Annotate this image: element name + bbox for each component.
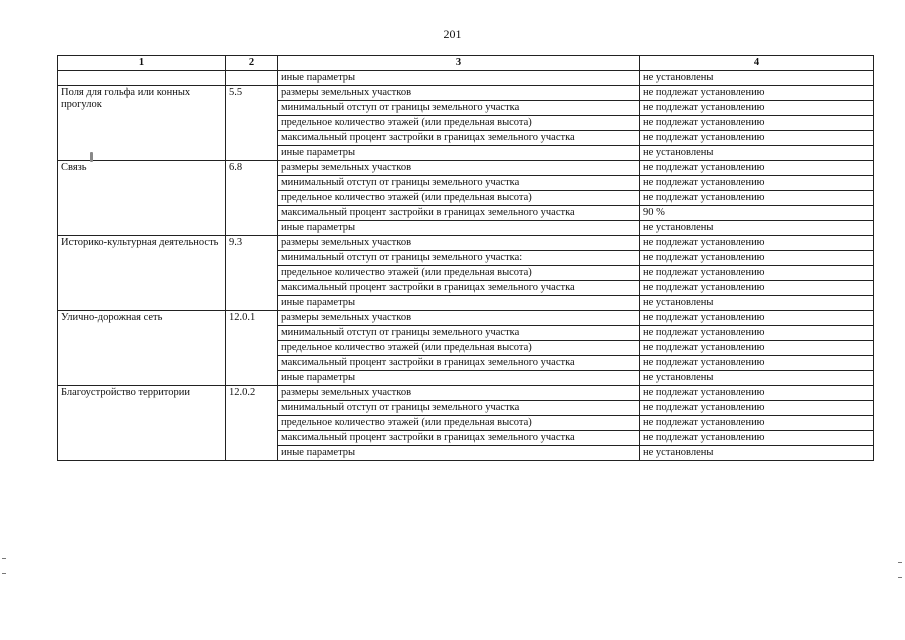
parameter-cell: иные параметры xyxy=(278,71,640,86)
column-header-1: 1 xyxy=(58,56,226,71)
parameter-value-cell: не подлежат установлению xyxy=(640,161,874,176)
table-header-row xyxy=(58,56,874,71)
land-use-type-cell xyxy=(58,71,226,86)
parameter-cell: размеры земельных участков xyxy=(278,86,640,101)
parameter-cell: иные параметры xyxy=(278,296,640,311)
parameter-value-cell: не подлежат установлению xyxy=(640,116,874,131)
parameter-value-cell: не подлежат установлению xyxy=(640,266,874,281)
parameter-cell: размеры земельных участков xyxy=(278,236,640,251)
parameter-value-cell: не подлежат установлению xyxy=(640,341,874,356)
parameter-value-cell: не подлежат установлению xyxy=(640,236,874,251)
parameter-value-cell: не подлежат установлению xyxy=(640,101,874,116)
parameter-cell: предельное количество этажей (или предельная высота) xyxy=(278,341,640,356)
table-row xyxy=(58,386,874,401)
land-use-type-cell: Поля для гольфа или конных прогулок xyxy=(58,86,226,161)
parameter-cell: иные параметры xyxy=(278,221,640,236)
parameter-value-cell: не подлежат установлению xyxy=(640,431,874,446)
table-body xyxy=(58,71,874,461)
parameter-cell: размеры земельных участков xyxy=(278,311,640,326)
parameter-cell: предельное количество этажей (или предельная высота) xyxy=(278,116,640,131)
parameter-cell: максимальный процент застройки в границах земельного участка xyxy=(278,281,640,296)
parameter-value-cell: 90 % xyxy=(640,206,874,221)
parameter-cell: минимальный отступ от границы земельного участка xyxy=(278,326,640,341)
land-use-code-cell xyxy=(226,71,278,86)
parameter-cell: минимальный отступ от границы земельного участка xyxy=(278,101,640,116)
parameter-value-cell: не подлежат установлению xyxy=(640,251,874,266)
column-header-3: 3 xyxy=(278,56,640,71)
table-row xyxy=(58,161,874,176)
parameter-cell: предельное количество этажей (или предельная высота) xyxy=(278,191,640,206)
parameter-cell: предельное количество этажей (или предельная высота) xyxy=(278,266,640,281)
table-row xyxy=(58,86,874,101)
parameter-value-cell: не подлежат установлению xyxy=(640,311,874,326)
parameter-value-cell: не подлежат установлению xyxy=(640,131,874,146)
land-use-parameters-table xyxy=(57,55,874,461)
parameter-cell: максимальный процент застройки в границах земельного участка xyxy=(278,131,640,146)
parameter-value-cell: не подлежат установлению xyxy=(640,86,874,101)
right-margin-mark xyxy=(898,562,902,578)
land-use-code-cell: 9.3 xyxy=(226,236,278,311)
parameter-value-cell: не установлены xyxy=(640,71,874,86)
parameter-cell: размеры земельных участков xyxy=(278,386,640,401)
parameter-value-cell: не установлены xyxy=(640,221,874,236)
parameter-cell: минимальный отступ от границы земельного участка: xyxy=(278,251,640,266)
land-use-code-cell: 12.0.2 xyxy=(226,386,278,461)
parameter-value-cell: не подлежат установлению xyxy=(640,401,874,416)
land-use-code-cell: 5.5 xyxy=(226,86,278,161)
land-use-type-cell: Связь xyxy=(58,161,226,236)
column-header-4: 4 xyxy=(640,56,874,71)
land-use-type-cell: Благоустройство территории xyxy=(58,386,226,461)
land-use-type-cell: Улично-дорожная сеть xyxy=(58,311,226,386)
scan-speck xyxy=(90,152,93,162)
parameter-value-cell: не подлежат установлению xyxy=(640,386,874,401)
table-row xyxy=(58,236,874,251)
column-header-2: 2 xyxy=(226,56,278,71)
parameter-value-cell: не установлены xyxy=(640,296,874,311)
parameter-value-cell: не подлежат установлению xyxy=(640,191,874,206)
left-margin-mark xyxy=(2,558,6,574)
parameter-value-cell: не установлены xyxy=(640,371,874,386)
table-row xyxy=(58,311,874,326)
parameter-cell: минимальный отступ от границы земельного участка xyxy=(278,401,640,416)
parameter-value-cell: не установлены xyxy=(640,146,874,161)
parameter-cell: иные параметры xyxy=(278,371,640,386)
page-number: 201 xyxy=(443,27,462,41)
parameter-cell: иные параметры xyxy=(278,146,640,161)
land-use-type-cell: Историко-культурная деятельность xyxy=(58,236,226,311)
parameter-value-cell: не подлежат установлению xyxy=(640,176,874,191)
parameter-cell: иные параметры xyxy=(278,446,640,461)
parameter-value-cell: не подлежат установлению xyxy=(640,326,874,341)
parameter-value-cell: не подлежат установлению xyxy=(640,281,874,296)
parameter-value-cell: не подлежат установлению xyxy=(640,356,874,371)
parameter-cell: предельное количество этажей (или предельная высота) xyxy=(278,416,640,431)
parameter-cell: максимальный процент застройки в границах земельного участка xyxy=(278,431,640,446)
land-use-code-cell: 6.8 xyxy=(226,161,278,236)
land-use-code-cell: 12.0.1 xyxy=(226,311,278,386)
parameter-cell: размеры земельных участков xyxy=(278,161,640,176)
table-row xyxy=(58,71,874,86)
parameter-cell: максимальный процент застройки в границах земельного участка xyxy=(278,206,640,221)
parameter-value-cell: не подлежат установлению xyxy=(640,416,874,431)
parameter-value-cell: не установлены xyxy=(640,446,874,461)
parameter-cell: максимальный процент застройки в границах земельного участка xyxy=(278,356,640,371)
parameter-cell: минимальный отступ от границы земельного участка xyxy=(278,176,640,191)
